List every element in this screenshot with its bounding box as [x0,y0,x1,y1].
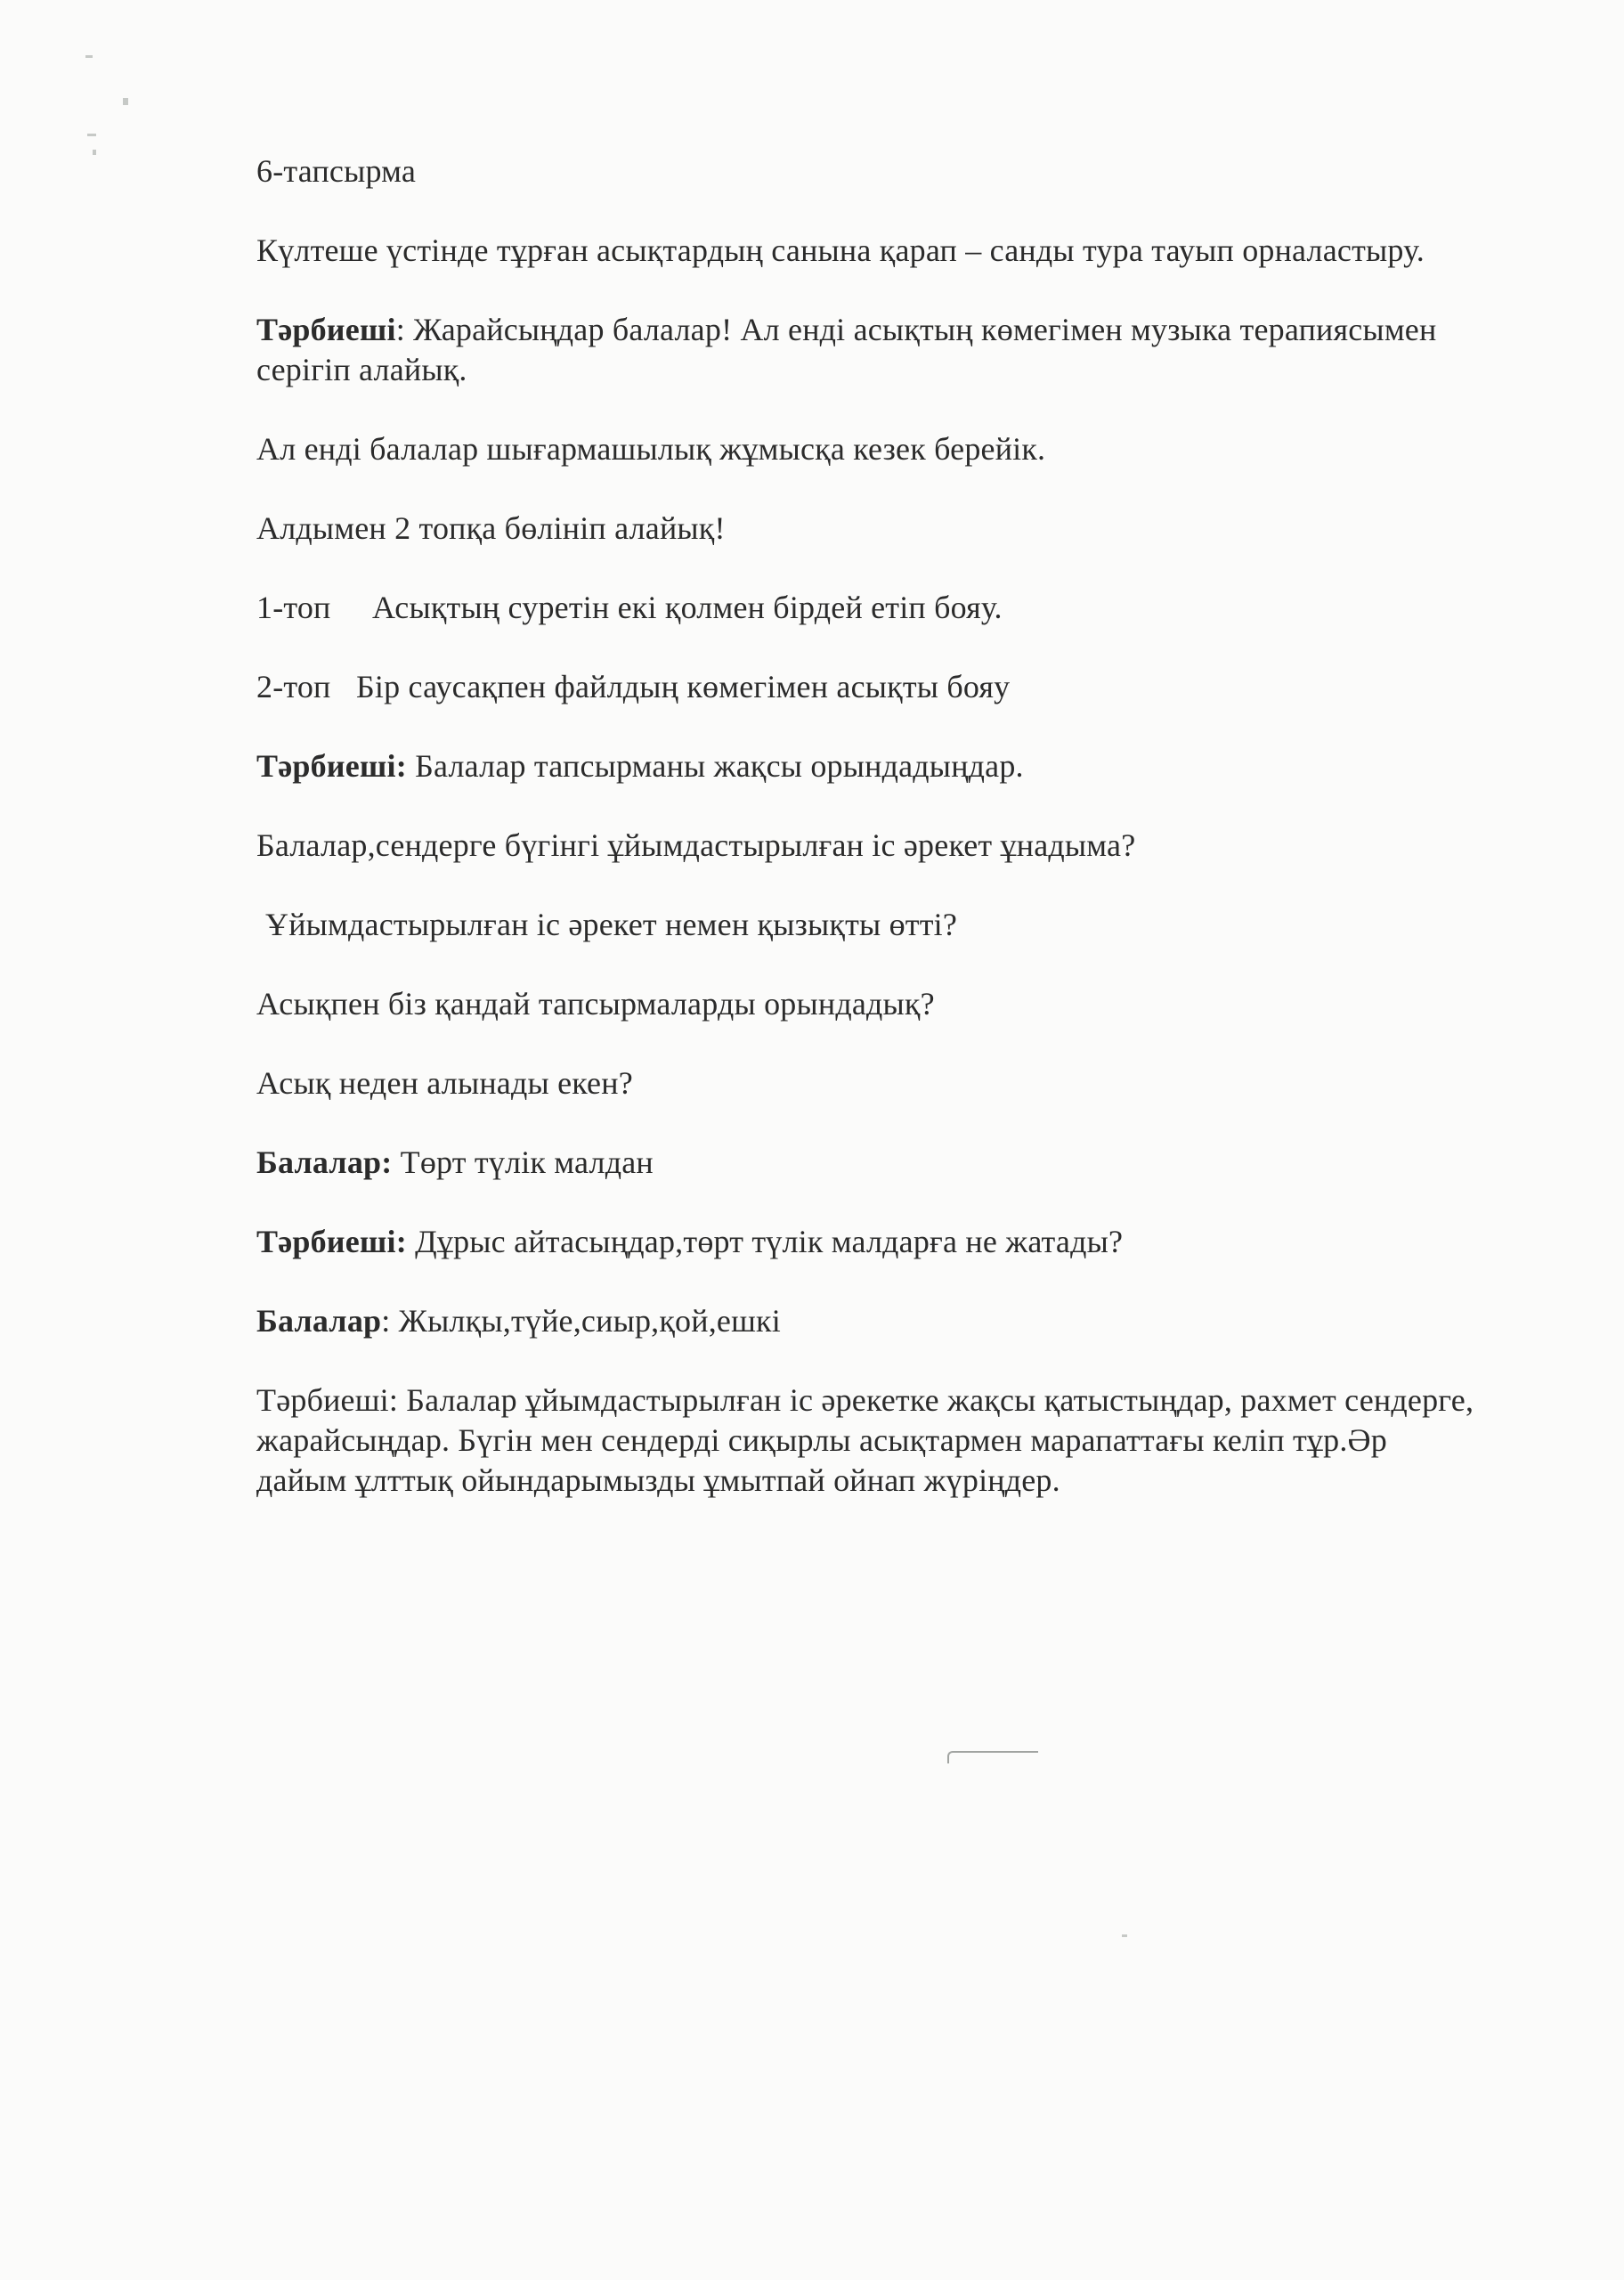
line-text: Балалар тапсырманы жақсы орындадыңдар. [415,748,1024,784]
group-label: 2-топ [256,669,331,704]
question-line: Балалар,сендерге бүгінгі ұйымдастырылған іс әрекет ұнадыма? [256,827,1136,863]
line-text: Төрт түлік малдан [400,1144,654,1180]
speaker-label: Тәрбиеші [256,312,396,347]
plain-line: Алдымен 2 топқа бөлініп алайық! [256,510,726,546]
question-line: Асықпен біз қандай тапсырмаларды орындадық? [256,986,935,1022]
scan-speck [87,134,96,136]
group-label: 1-топ [256,590,331,625]
group-text: Бір саусақпен файлдың көмегімен асықты бояу [356,669,1011,704]
children-line: Балалар: Төрт түлік малдан [256,1144,654,1180]
teacher-line: Тәрбиеші: Жарайсыңдар балалар! Ал енді асықтың көмегімен музыка терапиясымен серігіп алайық. [256,312,1437,387]
line-text: Жарайсыңдар балалар! Ал енді асықтың көмегімен музыка терапиясымен серігіп алайық. [256,312,1437,387]
group-text: Асықтың суретін екі қолмен бірдей етіп бояу. [372,590,1003,625]
group-line [256,588,1485,628]
document-body [256,151,1485,1501]
line-text: Жылқы,түйе,сиыр,қой,ешкі [398,1303,781,1339]
speaker-label: Балалар [256,1144,382,1180]
scan-speck [93,150,96,155]
question-line: Ұйымдастырылған іс әрекет немен қызықты өтті? [265,907,958,942]
plain-line: Ал енді балалар шығармашылық жұмысқа кезек берейік. [256,431,1046,467]
closing-paragraph: Тәрбиеші: Балалар ұйымдастырылған іс әрекетке жақсы қатыстыңдар, рахмет сендерге, жарайсыңдар. Бүгін мен сендерді сиқырлы асықтармен марапаттағы келіп тұр.Әр дайым ұлттық ойындарымызды ұмытпай ойнап жүріңдер. [256,1382,1474,1498]
scan-speck [85,55,93,58]
line-text: Дұрыс айтасыңдар,төрт түлік малдарға не жатады? [415,1224,1124,1259]
speaker-label: Тәрбиеші [256,1224,396,1259]
speaker-label: Тәрбиеші [256,748,396,784]
task-description: Күлтеше үстінде тұрған асықтардың санына қарап – санды тура тауып орналастыру. [256,232,1425,268]
teacher-line: Тәрбиеші: Дұрыс айтасыңдар,төрт түлік малдарға не жатады? [256,1224,1124,1259]
speaker-label: Балалар [256,1303,382,1339]
teacher-line: Тәрбиеші: Балалар тапсырманы жақсы орындадыңдар. [256,748,1024,784]
scan-speck [123,98,128,105]
task-heading: 6-тапсырма [256,153,417,189]
pen-stroke [947,1751,1038,1763]
question-line: Асық неден алынады екен? [256,1065,633,1101]
scan-speck [1122,1934,1127,1937]
group-line [256,667,1485,707]
children-line: Балалар: Жылқы,түйе,сиыр,қой,ешкі [256,1303,781,1339]
